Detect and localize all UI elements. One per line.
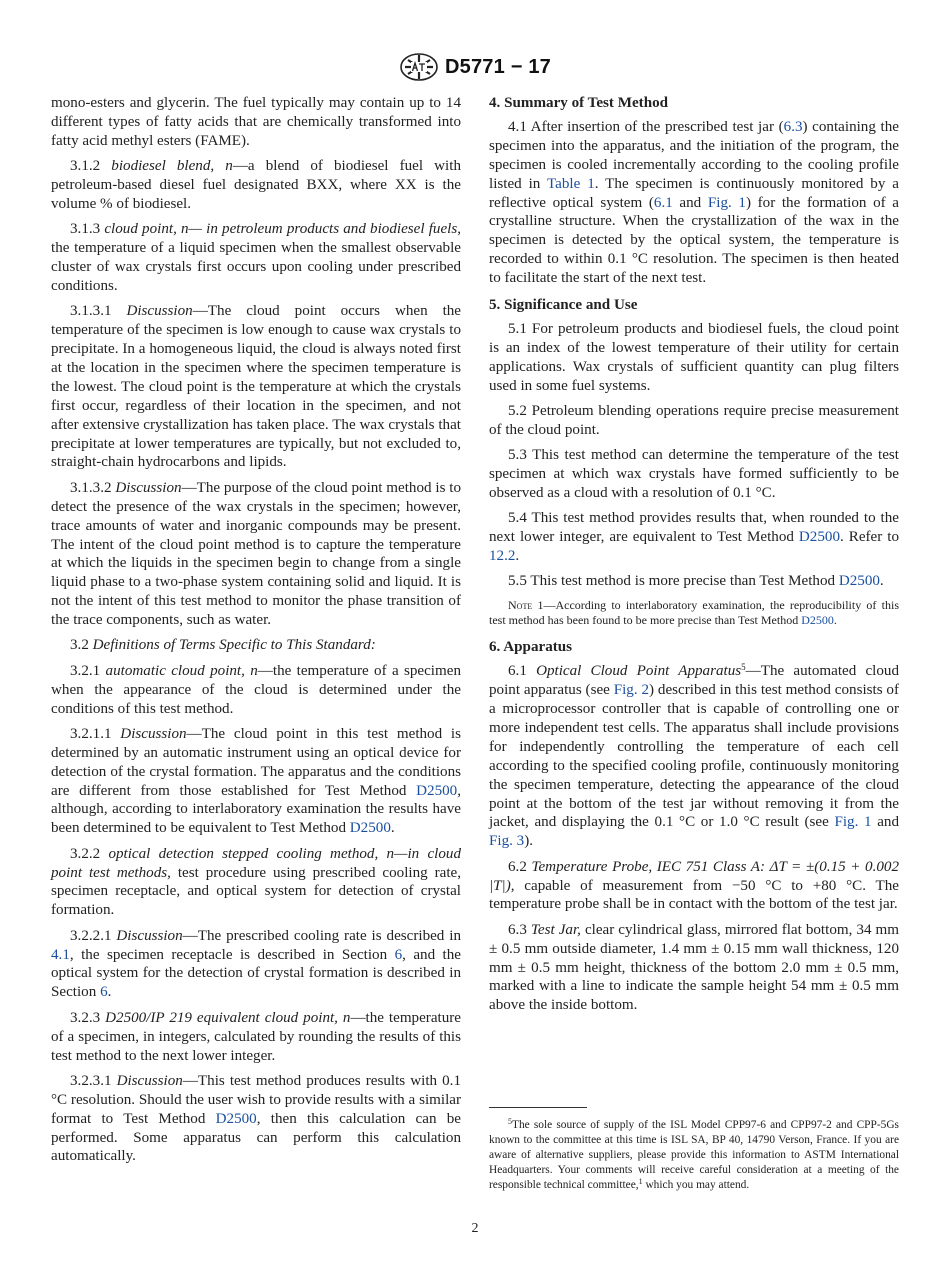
link-d2500[interactable]: D2500	[801, 613, 834, 627]
section-6-2: 6.2 Temperature Probe, IEC 751 Class A: ΔT = ±(0.15 + 0.002 |T|), capable of measurement from −50 °C to +80 °C. The temperature probe shall be in contact with the bottom of the test jar.	[489, 858, 900, 913]
footnote-5: $^5$The sole source of supply of the ISL Model CPP97-6 and CPP97-2 and CPP-5Gs known to the committee at this time is ISL SA, BP 40, 14790 Verson, France. If you are aware of alternative suppliers, please provide this information to ASTM International Headquarters. Your comments will receive careful consideration at a meeting of the responsible technical committee,$^1$ which you may attend.	[489, 1117, 899, 1191]
section-3-2-1: 3.2.1 automatic cloud point, n—the temperature of a specimen when the appearance of the cloud is determined under the conditions of this test method.	[51, 662, 461, 717]
section-3-2-1-1: 3.2.1.1 Discussion—The cloud point in this test method is determined by an automatic instrument using an optical device for detection of the crystal formation. The apparatus and the conditions are different from those established for Test Method D2500, although, according to interlaboratory examination the results have been determined to be equivalent to Test Method D2500.	[51, 725, 462, 837]
link-section-12-2[interactable]: 12.2	[489, 548, 516, 565]
link-fig-1[interactable]: Fig. 1	[707, 194, 746, 211]
right-column	[489, 94, 899, 1022]
page-header	[0, 52, 950, 82]
link-section-6-3[interactable]: 6.3	[783, 118, 803, 135]
astm-logo-icon	[399, 52, 439, 82]
section-3-1-3-1: 3.1.3.1 Discussion—The cloud point occurs when the temperature of the specimen is low enough to cause wax crystals to precipitate. In a homogeneous liquid, the cloud is always noted first at the location in the specimen where the specimen temperature is the lowest. The cloud point is the temperature at which the crystals first occur, regardless of their location in the specimen, and not after extensive crystallization has taken place. The wax crystals that precipitate at lower temperatures are typically, but not excluded to, straight-chain hydrocarbons and lipids.	[51, 303, 462, 471]
section-heading-significance: 5. Significance and Use	[489, 297, 638, 314]
section-6-3: 6.3 Test Jar, clear cylindrical glass, mirrored flat bottom, 34 mm ± 0.5 mm outside diameter, 1.4 mm ± 0.15 mm wall thickness, 120 mm ± 0.5 mm height, thickness of the bottom 2.0 mm ± 0.5 mm, marked with a line to indicate the sample height 54 mm ± 0.5 mm above the inside bottom.	[489, 921, 900, 1014]
page-number: 2	[471, 1221, 479, 1236]
link-section-6[interactable]: 6	[100, 984, 108, 1001]
paragraph: mono-esters and glycerin. The fuel typically may contain up to 14 different types of fatty acids that are chemically transformed into fatty acid methyl esters (FAME).	[51, 95, 461, 149]
link-fig-3[interactable]: Fig. 3	[489, 833, 525, 850]
section-3-1-3: 3.1.3 cloud point, n— in petroleum products and biodiesel fuels, the temperature of a liquid specimen when the smallest observable cluster of wax crystals first occurs upon cooling under prescribed conditions.	[51, 221, 462, 294]
link-d2500[interactable]: D2500	[215, 1110, 257, 1127]
section-3-2-3: 3.2.3 D2500/IP 219 equivalent cloud point, n—the temperature of a specimen, in integers, calculated by rounding the results of this test method to the next lower integer.	[51, 1009, 461, 1064]
document-number: D5771 − 17	[445, 55, 551, 78]
section-5-4: 5.4 This test method provides results that, when rounded to the next lower integer, are equivalent to Test Method D2500. Refer to 12.2.	[489, 510, 899, 565]
section-3-2-3-1: 3.2.3.1 Discussion—This test method produces results with 0.1 °C resolution. Should the user wish to provide results with a similar format to Test Method D2500, then this calculation can be performed. Some apparatus can perform this calculation automatically.	[51, 1072, 462, 1165]
section-3-2-2: 3.2.2 optical detection stepped cooling method, n—in cloud point test methods, test procedure using prescribed cooling rate, specimen receptacle, and optical system for detection of crystal formation.	[51, 845, 462, 919]
section-3-2-2-1: 3.2.2.1 Discussion—The prescribed cooling rate is described in 4.1, the specimen receptacle is described in Section 6, and the optical system for the detection of crystal formation is described in Section 6.	[51, 927, 461, 1001]
section-3-1-2: 3.1.2 biodiesel blend, n—a blend of biodiesel fuel with petroleum-based diesel fuel designated BXX, where XX is the volume % of biodiesel.	[51, 158, 461, 212]
section-5-2: 5.2 Petroleum blending operations require precise measurement of the cloud point.	[489, 402, 899, 438]
section-heading-apparatus: 6. Apparatus	[489, 639, 573, 656]
link-d2500[interactable]: D2500	[838, 573, 880, 590]
section-5-3: 5.3 This test method can determine the temperature of the test specimen at which wax crystals have formed sufficiently to be observed as a cloud with a resolution of 0.1 °C.	[489, 447, 899, 501]
section-6-1: 6.1 Optical Cloud Point Apparatus$^5$—The automated cloud point apparatus (see Fig. 2) described in this test method consists of a microprocessor controller that is capable of controlling one or more independent test cells. The apparatus shall include provisions for independently controlling the temperature of each cell according to the specified cooling profile, continuously monitoring the specimen temperature, detecting the appearance of the cloud point at the bottom of the test jar without removing it from the jacket, and displaying the 0.1 °C or 1.0 °C result (see Fig. 1 and Fig. 3).	[489, 662, 899, 850]
section-4-1: 4.1 After insertion of the prescribed test jar (6.3) containing the specimen into the apparatus, and the initiation of the program, the specimen is cooled incrementally according to the cooling profile listed in Table 1. The specimen is continuously monitored by a reflective optical system (6.1 and Fig. 1) for the formation of a crystalline structure. When the crystallization of the wax in the specimen is detected by the optical system, the temperature is recorded to within 0.1 °C resolution. The specimen is then heated to facilitate the start of the next test.	[489, 118, 900, 287]
note-1: Note 1—According to interlaboratory examination, the reproducibility of this test method has been found to be more precise than Test Method D2500.	[489, 597, 899, 627]
link-d2500[interactable]: D2500	[798, 529, 840, 546]
left-column	[51, 94, 461, 1173]
section-3-1-3-2: 3.1.3.2 Discussion—The purpose of the cloud point method is to detect the presence of the wax crystals in the specimen; however, trace amounts of water and inorganic compounds may be present. The intent of the cloud point method is to capture the temperature at which the liquids in the specimen begin to change from a single liquid phase to a two-phase system containing solid and liquid. It is not the intent of this test method to monitor the phase transition of the trace components, such as water.	[51, 479, 461, 629]
link-d2500[interactable]: D2500	[416, 782, 458, 799]
link-d2500[interactable]: D2500	[349, 820, 391, 837]
footnote-divider	[489, 1107, 587, 1108]
link-section-6[interactable]: 6	[394, 946, 403, 963]
section-5-5: 5.5 This test method is more precise than Test Method D2500.	[508, 573, 884, 590]
section-5-1: 5.1 For petroleum products and biodiesel fuels, the cloud point is an index of the lowest temperature of their utility for certain applications. Wax crystals of sufficient quantity can plug filters used in some fuel systems.	[489, 320, 899, 394]
link-fig-2[interactable]: Fig. 2	[613, 682, 650, 699]
section-3-2: 3.2 Definitions of Terms Specific to This Standard:	[70, 637, 376, 654]
link-section-4-1[interactable]: 4.1	[51, 946, 70, 963]
link-table-1[interactable]: Table 1	[547, 175, 595, 192]
link-fig-1[interactable]: Fig. 1	[834, 814, 872, 831]
section-heading-summary: 4. Summary of Test Method	[489, 95, 669, 111]
link-section-6-1[interactable]: 6.1	[653, 194, 673, 211]
